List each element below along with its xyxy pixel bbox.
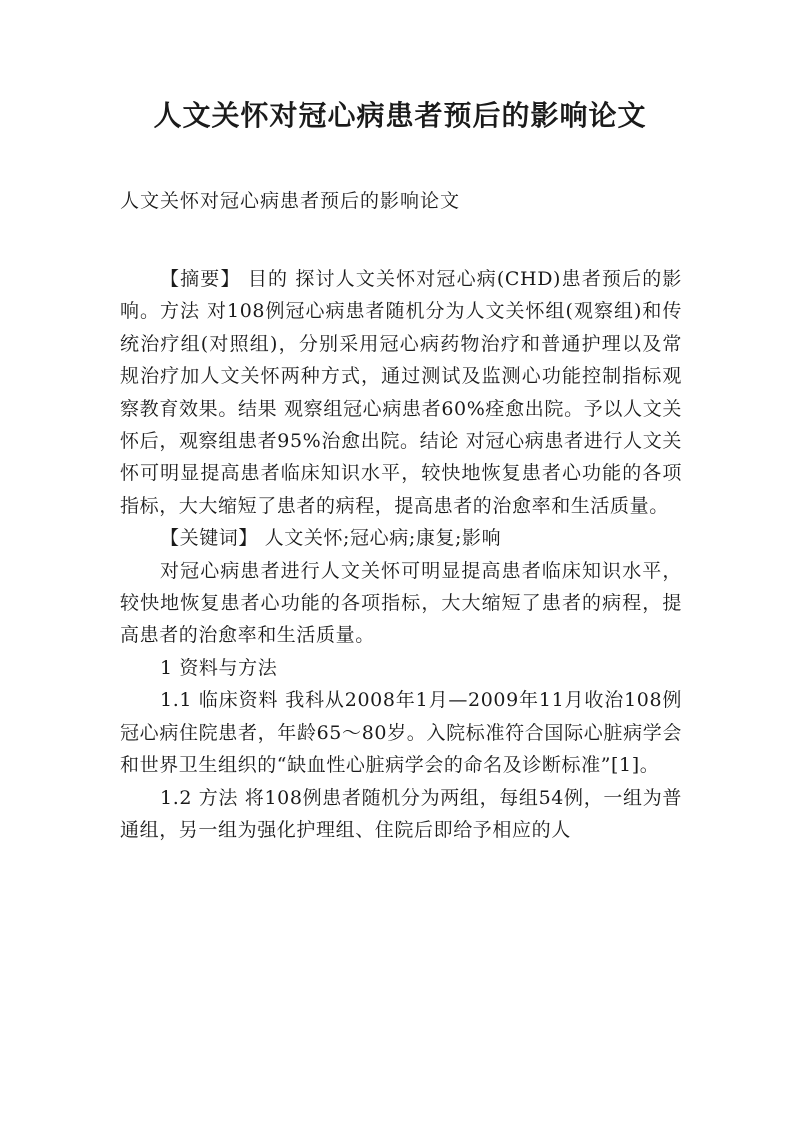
keywords-text: 人文关怀;冠心病;康复;影响 xyxy=(258,527,502,550)
abstract-paragraph xyxy=(120,263,682,522)
document-title: 人文关怀对冠心病患者预后的影响论文 xyxy=(153,99,647,132)
body-paragraph: 1.2 方法 将108例患者随机分为两组，每组54例，一组为普通组，另一组为强化护理组、住院后即给予相应的人 xyxy=(120,786,682,841)
abstract-text: 目的 探讨人文关怀对冠心病(CHD)患者预后的影响。方法 对108例冠心病患者随机分为人文关怀组(观察组)和传统治疗组(对照组)，分别采用冠心病药物治疗和普通护理以及常规治疗加人文关怀两种方式，通过测试及监测心功能控制指标观察教育效果。结果 观察组冠心病患者60%痊愈出院。予以人文关怀后，观察组患者95%治愈出院。结论 对冠心病患者进行人文关怀可明显提高患者临床知识水平，较快地恢复患者心功能的各项指标，大大缩短了患者的病程，提高患者的治愈率和生活质量。 xyxy=(120,268,682,517)
abstract-label: 【摘要】 xyxy=(160,268,241,290)
body-paragraph: 1.1 临床资料 我科从2008年1月—2009年11月收治108例冠心病住院患者，年龄65～80岁。入院标准符合国际心脏病学会和世界卫生组织的“缺血性心脏病学会的命名及诊断标准”[1]。 xyxy=(120,689,682,777)
keywords-label: 【关键词】 xyxy=(160,527,259,550)
body-paragraph: 对冠心病患者进行人文关怀可明显提高患者临床知识水平，较快地恢复患者心功能的各项指标，大大缩短了患者的病程，提高患者的治愈率和生活质量。 xyxy=(120,559,682,647)
document-subtitle: 人文关怀对冠心病患者预后的影响论文 xyxy=(120,190,461,212)
section-heading: 1 资料与方法 xyxy=(160,656,278,679)
keywords-paragraph xyxy=(120,522,682,554)
document-body xyxy=(120,263,682,846)
